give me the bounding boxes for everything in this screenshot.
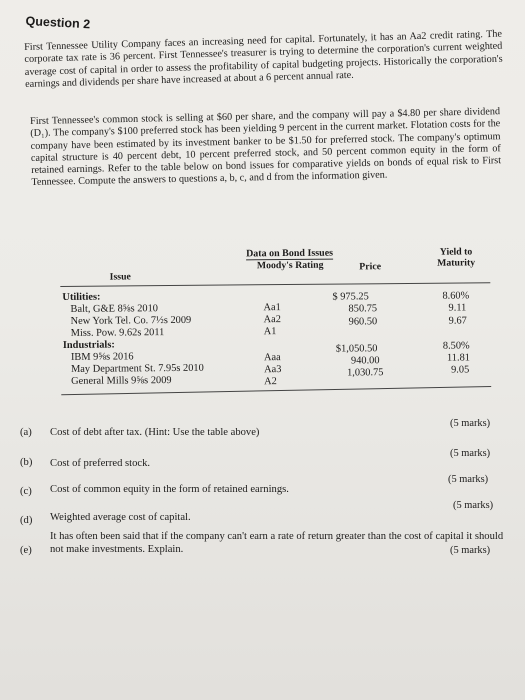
question-letter: (e) <box>20 545 32 556</box>
table-row-yield: 9.11 <box>448 302 467 314</box>
question-letter: (a) <box>20 427 32 438</box>
table-row-price: $1,050.50 <box>335 343 378 355</box>
table-row-yield: 9.05 <box>451 364 470 376</box>
header-rule <box>60 282 490 287</box>
question-marks: (5 marks) <box>450 448 491 459</box>
table-row-price: 960.50 <box>348 316 378 328</box>
table-row-issue: May Department St. 7.95s 2010 <box>70 362 204 375</box>
table-row-rating: A2 <box>264 376 277 388</box>
table-row-price: 1,030.75 <box>347 367 384 379</box>
table-row-rating: Aa1 <box>263 302 281 314</box>
header-rating: Moody's Rating <box>256 259 324 272</box>
table-title: Data on Bond Issues <box>245 247 334 260</box>
question-text: Cost of preferred stock. <box>50 458 151 469</box>
question-text: Cost of common equity in the form of retained earnings. <box>50 484 289 495</box>
section-label-industrials: Industrials: <box>62 339 115 351</box>
bond-issues-table <box>60 246 490 388</box>
table-row-issue: IBM 9⅝s 2016 <box>70 351 134 363</box>
question-marks: (5 marks) <box>450 418 491 429</box>
table-row-rating: Aaa <box>263 352 281 364</box>
table-row-issue: Balt, G&E 8⅝s 2010 <box>70 303 159 315</box>
table-row-issue: Miss. Pow. 9.62s 2011 <box>70 327 165 339</box>
question-marks: (5 marks) <box>448 474 489 485</box>
table-row-rating: Aa3 <box>264 364 282 376</box>
table-row-issue: New York Tel. Co. 7½s 2009 <box>70 314 192 327</box>
question-text: Cost of debt after tax. (Hint: Use the table above) <box>50 427 260 438</box>
header-issue: Issue <box>109 271 131 283</box>
question-heading: Question 2 <box>25 14 91 32</box>
table-row-yield: 9.67 <box>448 315 467 327</box>
section-label-utilities: Utilities: <box>62 291 101 303</box>
table-row-rating: A1 <box>263 326 277 338</box>
table-row-issue: General Mills 9⅝s 2009 <box>71 375 172 387</box>
question-letter: (d) <box>20 515 33 526</box>
table-row-price: $ 975.25 <box>332 291 369 303</box>
scenario-paragraph-1: First Tennessee Utility Company faces an increasing need for capital. Fortunately, it has an Aa2 credit rating. The corporate tax rate is 36 percent. First Tennessee's treasurer is trying to determine the corporation's current weighted average cost of capital in order to assess the profitability of capital budgeting projects. Historically the corporation's earnings and dividends per share have increased at about a 6 percent annual rate. <box>24 28 503 90</box>
question-text: It has often been said that if the company can't earn a rate of return greater than the cost of capital it should not make investments. Explain. <box>50 531 504 555</box>
question-letter: (b) <box>20 457 33 468</box>
table-row-yield: 8.60% <box>442 290 470 302</box>
question-marks: (5 marks) <box>453 500 494 511</box>
table-row-yield: 11.81 <box>446 352 471 364</box>
table-row-yield: 8.50% <box>442 340 470 352</box>
table-row-price: 850.75 <box>348 303 378 315</box>
question-marks: (5 marks) <box>450 545 491 556</box>
header-price: Price <box>359 261 382 273</box>
scenario-paragraph-2: First Tennessee's common stock is selling at $60 per share, and the company will pay a $4.80 per share dividend (D₁). The company's $100 preferred stock has been yielding 9 percent in the current market. Flotation costs for the company have been estimated by its investment banker to be $1.50 for preferred stock. The company's optimum capital structure is 40 percent debt, 10 percent preferred stock, and 50 percent common equity in the form of retained earnings. Refer to the table below on bond issues for comparative yields on bonds of equal risk to First Tennessee. Compute the answers to questions a, b, c, and d from the information given. <box>30 106 502 189</box>
question-text: Weighted average cost of capital. <box>50 512 191 523</box>
table-row-rating: Aa2 <box>263 314 281 326</box>
header-yield: Yield to Maturity <box>437 246 476 269</box>
table-row-price: 940.00 <box>350 355 380 367</box>
question-letter: (c) <box>20 486 32 497</box>
